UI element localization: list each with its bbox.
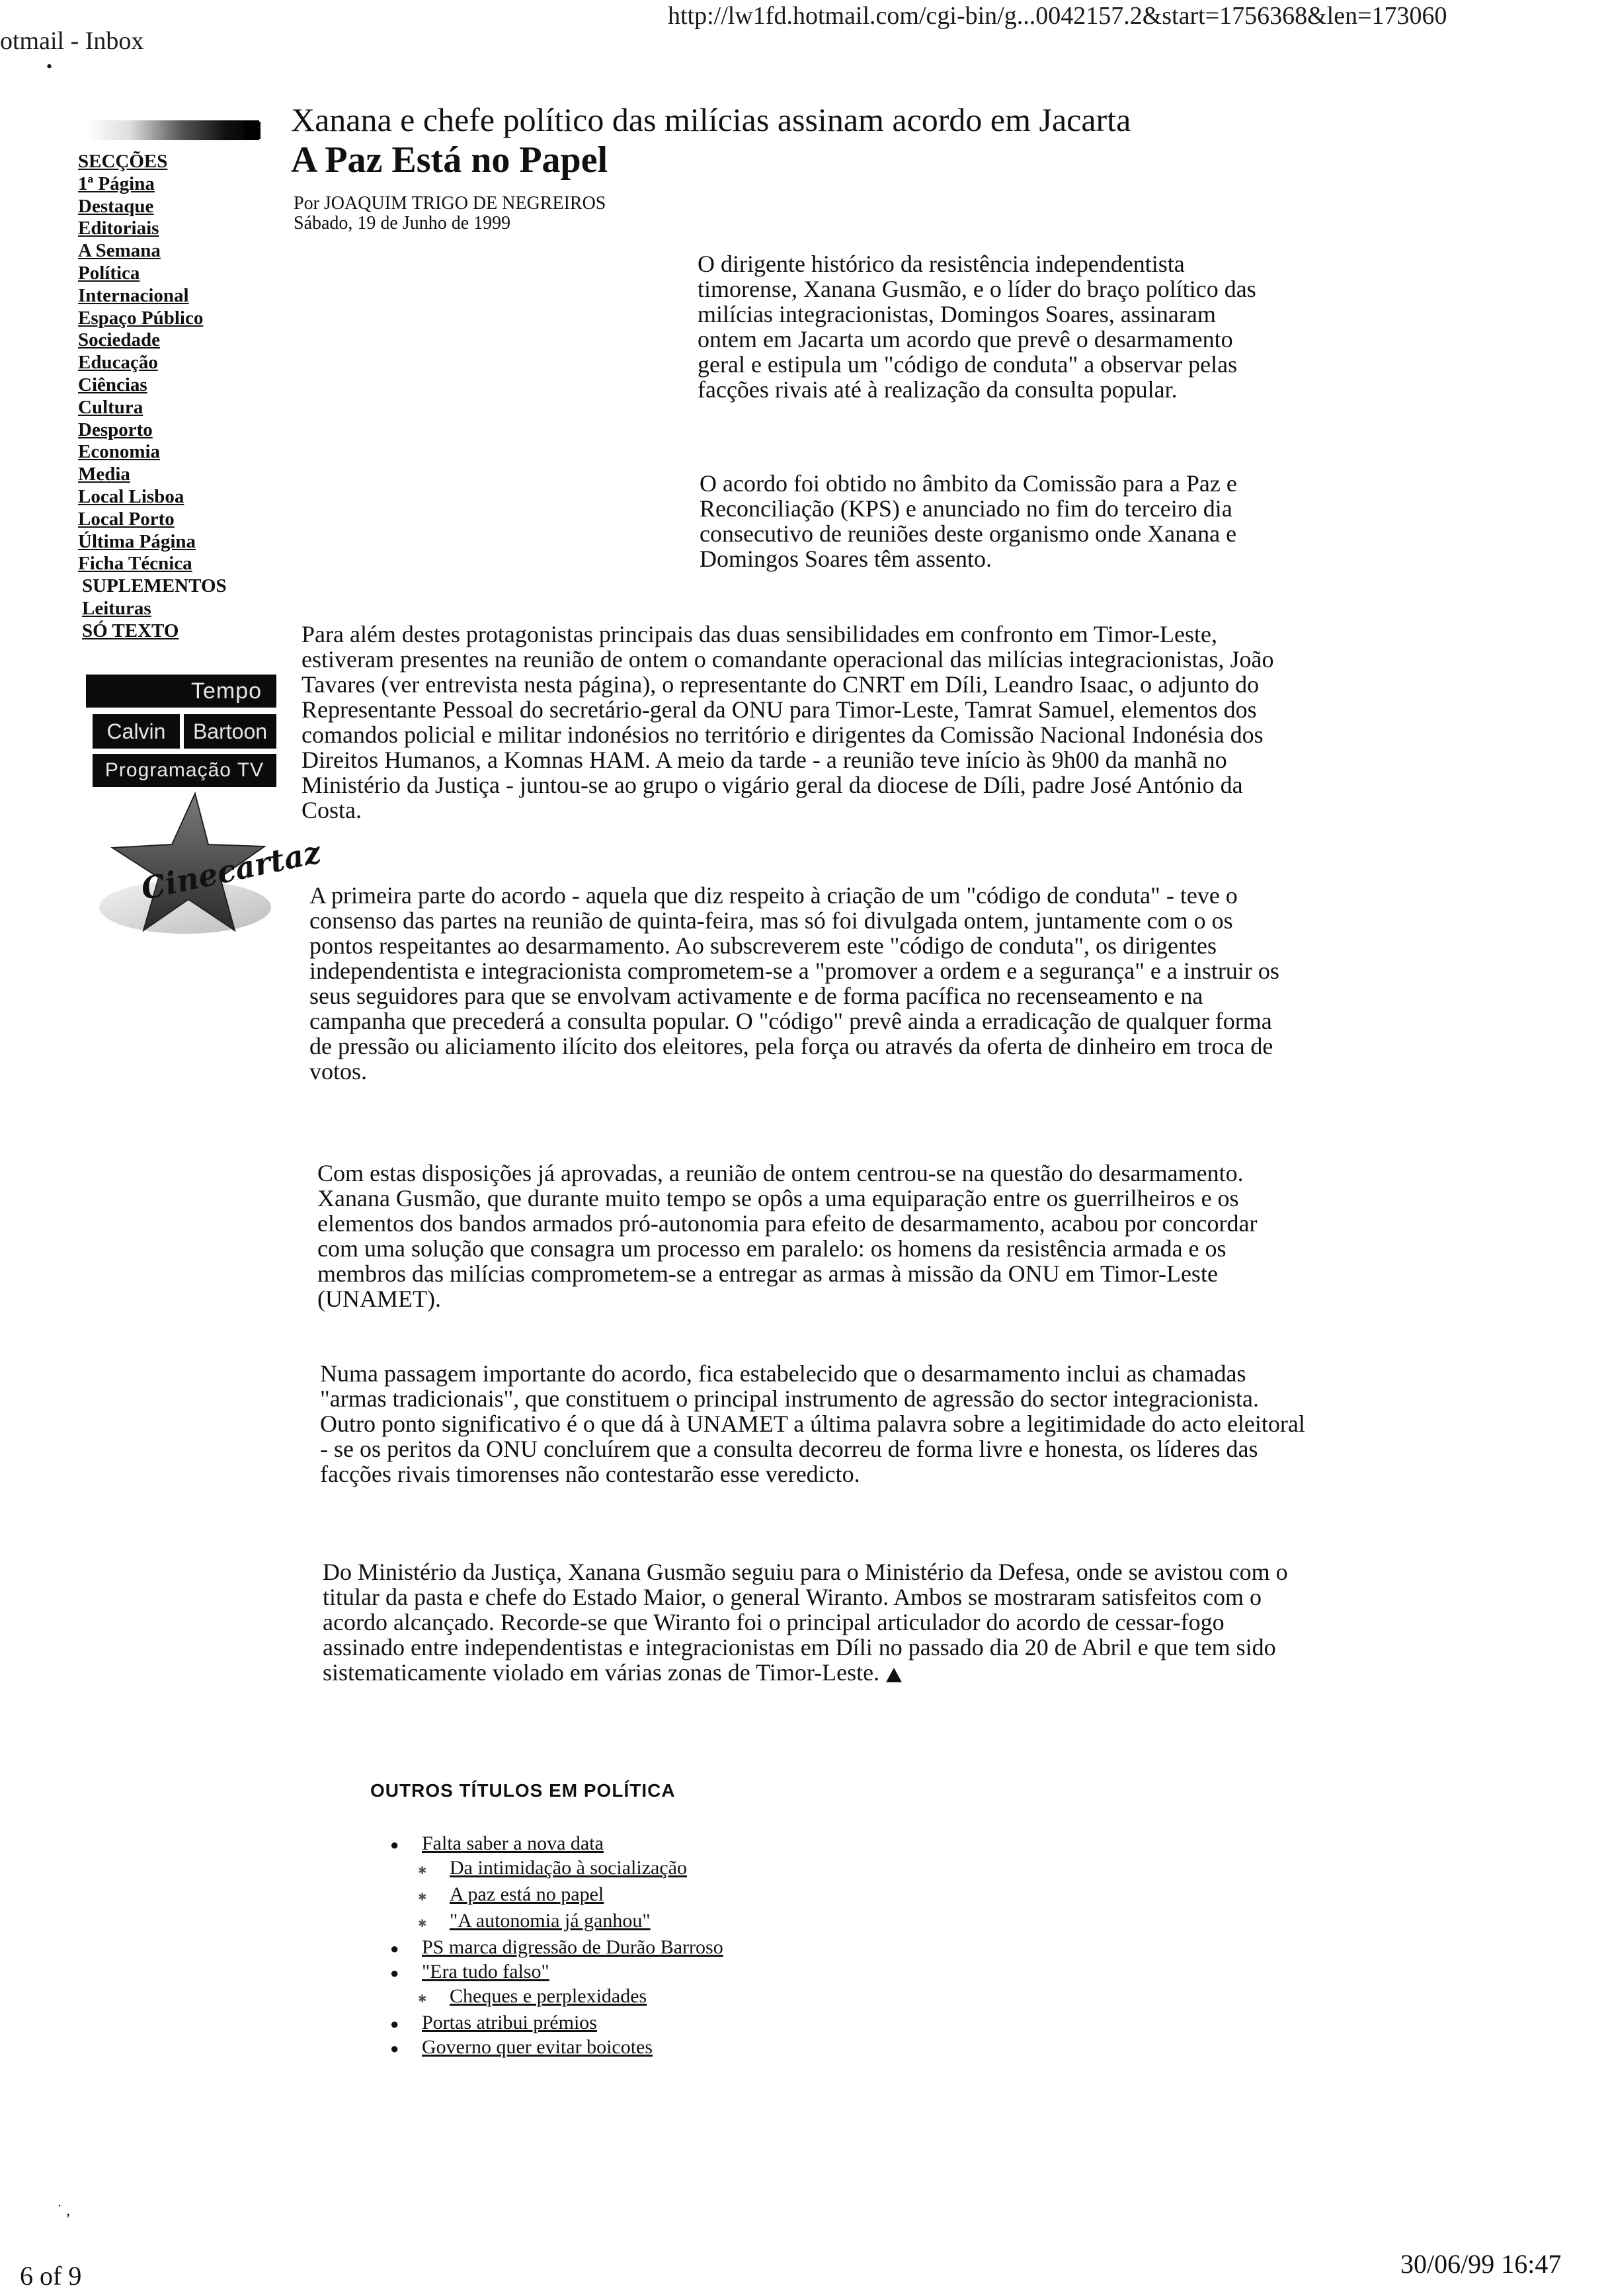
sidebar-item-editoriais[interactable]: Editoriais	[78, 218, 159, 239]
article-paragraph: A primeira parte do acordo - aquela que diz respeito à criação de um "código de conduta" - teve o consenso das partes na reunião de quinta-feira, mas só foi divulgada ontem, juntamente com o os pontos respeitantes ao desarmamento. Ao subscreverem este "código de conduta", os dirigentes independentista e integracionista comprometem-se a "promover a ordem e a segurança" e a instruir os seus seguidores para que se envolvam activamente e de forma pacífica no recenseamento e na campanha que precederá a consulta popular. O "código" prevê ainda a erradicação de qualquer forma de pressão ou aliciamento ilícito dos eleitores, pela força ou através da oferta de dinheiro em troca de votos.	[309, 882, 1279, 1085]
related-item-link[interactable]: PS marca digressão de Durão Barroso	[422, 1936, 723, 1958]
print-speck: •	[46, 57, 53, 76]
print-url: http://lw1fd.hotmail.com/cgi-bin/g...0042157.2&start=1756368&len=173060	[668, 2, 1447, 30]
related-item[interactable]	[390, 1856, 985, 1883]
sidebar-item-educa-o[interactable]: Educação	[78, 352, 158, 374]
print-window-title: otmail - Inbox	[0, 27, 144, 55]
sidebar-item-destaque[interactable]: Destaque	[78, 195, 154, 217]
related-item-link[interactable]: Da intimidação à socialização	[450, 1857, 687, 1879]
article-paragraph: O dirigente histórico da resistência independentista timorense, Xanana Gusmão, e o líder do braço político das milícias integracionistas, Domingos Soares, assinaram ontem em Jacarta um acordo que prevê o desarmamento geral e estipula um "código de conduta" a observar pelas facções rivais até à realização da consulta popular.	[698, 251, 1256, 403]
sidebar-item--ltima-p-gina[interactable]: Última Página	[78, 530, 196, 552]
sub-bullet-icon: ✱	[418, 1892, 427, 1903]
programacao-tv-button[interactable]	[93, 754, 276, 787]
related-item-link[interactable]: Portas atribui prémios	[422, 2012, 597, 2033]
sidebar-item-pol-tica[interactable]: Política	[78, 262, 140, 284]
print-page-count: 6 of 9	[20, 2261, 82, 2291]
tempo-button[interactable]	[86, 675, 276, 708]
sidebar-item-local-porto[interactable]: Local Porto	[78, 508, 175, 530]
related-item[interactable]	[390, 1936, 985, 1960]
related-item-link[interactable]: "Era tudo falso"	[422, 1961, 549, 1983]
sidebar-item-local-lisboa[interactable]: Local Lisboa	[78, 485, 184, 507]
article-byline: Por JOAQUIM TRIGO DE NEGREIROS	[294, 193, 606, 214]
print-timestamp: 30/06/99 16:47	[1400, 2249, 1562, 2279]
bullet-icon: ●	[390, 2016, 399, 2032]
bullet-icon: ●	[390, 1940, 399, 1957]
article-kicker: Xanana e chefe político das milícias assinam acordo em Jacarta	[291, 101, 1131, 138]
related-item-link[interactable]: Falta saber a nova data	[422, 1832, 604, 1854]
article-paragraph: Com estas disposições já aprovadas, a reunião de ontem centrou-se na questão do desarmamento. Xanana Gusmão, que durante muito tempo se opôs a uma equiparação entre os guerrilheiros e os elementos dos bandos armados pró-autonomia para efeito de desarmamento, acabou por concordar com uma solução que consagra um processo em paralelo: os homens da resistência armada e os membros das milícias comprometem-se a entregar as armas à missão da ONU em Timor-Leste (UNAMET).	[317, 1160, 1258, 1312]
article-paragraph: Para além destes protagonistas principais das duas sensibilidades em confronto em Timor-Leste, estiveram presentes na reunião de ontem o comandante operacional das milícias integracionistas, João Tavares (ver entrevista nesta página), o representante do CNRT em Díli, Leandro Isaac, o adjunto do Representante Pessoal do secretário-geral da ONU para Timor-Leste, Tamrat Samuel, elementos dos comandos policial e militar indonésios no território e dirigentes da Comissão Nacional Indonésia dos Direitos Humanos, a Komnas HAM. A meio da tarde - a reunião teve início às 9h00 da manhã no Ministério da Justiça - juntou-se ao grupo o vigário geral da diocese de Díli, padre José António da Costa.	[302, 621, 1274, 823]
bullet-icon: ●	[390, 2040, 399, 2057]
related-titles-heading: OUTROS TÍTULOS EM POLÍTICA	[370, 1780, 676, 1801]
sidebar-item-leituras[interactable]: Leituras	[82, 597, 151, 619]
publico-logo-mark	[245, 122, 261, 139]
related-item[interactable]	[390, 1909, 985, 1936]
related-item-link[interactable]: Governo quer evitar boicotes	[422, 2036, 653, 2058]
end-of-article-icon	[886, 1668, 902, 1682]
publico-logo-bar	[87, 120, 259, 140]
calvin-label: Calvin	[106, 719, 166, 743]
related-item[interactable]	[390, 1960, 985, 1985]
section-nav	[78, 151, 227, 643]
sidebar-item-ficha-t-cnica[interactable]: Ficha Técnica	[78, 553, 192, 575]
sidebar-item-media[interactable]: Media	[78, 464, 130, 485]
related-item-link[interactable]: "A autonomia já ganhou"	[450, 1910, 651, 1932]
related-item[interactable]	[390, 2035, 985, 2060]
related-item[interactable]	[390, 1832, 985, 1856]
sidebar-item-espa-o-p-blico[interactable]: Espaço Público	[78, 307, 204, 329]
sidebar-item-sec-es[interactable]: SECÇÕES	[78, 151, 168, 172]
star-icon	[96, 788, 324, 937]
related-item-link[interactable]: A paz está no papel	[450, 1883, 604, 1905]
bartoon-button[interactable]	[184, 714, 276, 749]
related-item[interactable]	[390, 1883, 985, 1909]
sidebar-item-internacional[interactable]: Internacional	[78, 284, 189, 306]
sidebar-item-a-semana[interactable]: A Semana	[78, 240, 161, 262]
programacao-label: Programação TV	[104, 759, 264, 781]
print-speck: ˙ ,	[57, 2202, 70, 2219]
sub-bullet-icon: ✱	[418, 1866, 427, 1877]
tempo-label: Tempo	[190, 678, 262, 704]
related-titles-list	[390, 1832, 985, 2060]
sidebar-item-sociedade[interactable]: Sociedade	[78, 329, 161, 351]
bullet-icon: ●	[390, 1836, 399, 1853]
comics-buttons	[93, 714, 276, 749]
sidebar-item-cultura[interactable]: Cultura	[78, 396, 143, 418]
sidebar-item-desporto[interactable]: Desporto	[78, 419, 153, 440]
calvin-button[interactable]	[93, 714, 180, 749]
sub-bullet-icon: ✱	[418, 1994, 427, 2005]
sidebar-item-ci-ncias[interactable]: Ciências	[78, 374, 147, 395]
sub-bullet-icon: ✱	[418, 1918, 427, 1930]
article-date: Sábado, 19 de Junho de 1999	[294, 213, 511, 233]
cinecartaz-text: Cinecartaz	[138, 834, 324, 907]
bartoon-label: Bartoon	[192, 719, 268, 743]
related-item-link[interactable]: Cheques e perplexidades	[450, 1985, 647, 2007]
article-paragraph: O acordo foi obtido no âmbito da Comissão para a Paz e Reconciliação (KPS) e anunciado no fim do terceiro dia consecutivo de reuniões deste organismo onde Xanana e Domingos Soares têm assento.	[700, 470, 1237, 572]
sidebar-item-1-p-gina[interactable]: 1ª Página	[78, 173, 155, 194]
sidebar-item-economia[interactable]: Economia	[78, 441, 161, 463]
article-headline: A Paz Está no Papel	[291, 140, 608, 181]
bullet-icon: ●	[390, 1965, 399, 1981]
article-paragraph: Numa passagem importante do acordo, fica estabelecido que o desarmamento inclui as chamadas "armas tradicionais", que constituem o principal instrumento de agressão do sector integracionista. Outro ponto significativo é o que dá à UNAMET a última palavra sobre a legitimidade do acto eleitoral - se os peritos da ONU concluírem que a consulta decorreu de forma livre e honesta, os líderes das facções rivais timorenses não contestarão esse veredicto.	[320, 1360, 1305, 1487]
sidebar-item-suplementos: SUPLEMENTOS	[82, 575, 227, 597]
article-paragraph: Do Ministério da Justiça, Xanana Gusmão seguiu para o Ministério da Defesa, onde se avistou com o titular da pasta e chefe do Estado Maior, o general Wiranto. Ambos se mostraram satisfeitos com o acordo alcançado. Recorde-se que Wiranto foi o principal articulador do acordo de cessar-fogo assinado entre independentistas e integracionistas em Díli no passado dia 20 de Abril e que tem sido sistematicamente violado em várias zonas de Timor-Leste.	[323, 1559, 1288, 1686]
cinecartaz-banner[interactable]	[96, 788, 324, 937]
sidebar-item-s-texto[interactable]: SÓ TEXTO	[82, 620, 179, 641]
related-item[interactable]	[390, 1985, 985, 2011]
related-item[interactable]	[390, 2011, 985, 2035]
